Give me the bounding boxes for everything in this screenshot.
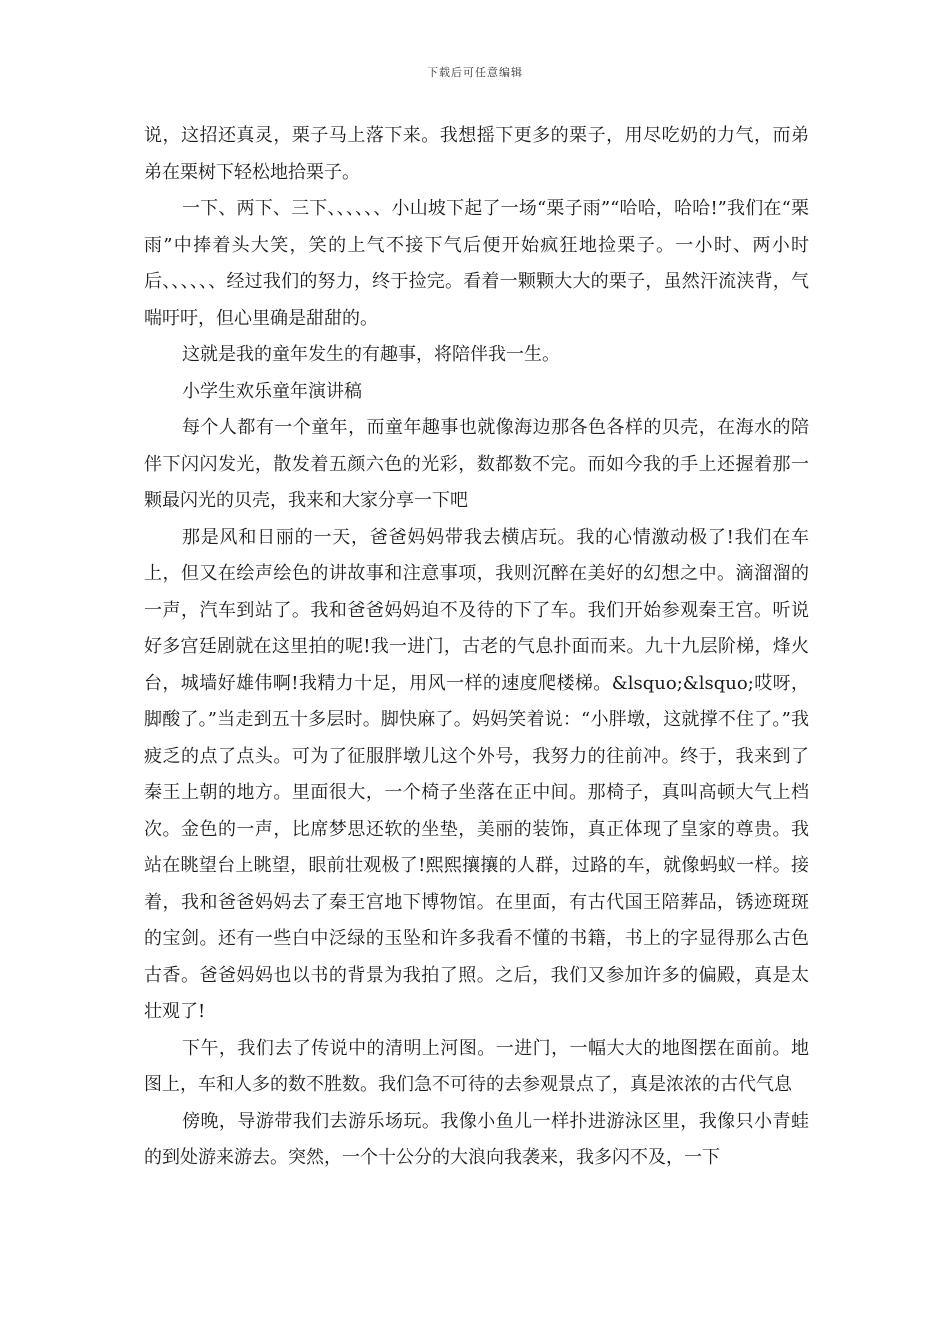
paragraph-3: 这就是我的童年发生的有趣事，将陪伴我一生。 bbox=[182, 344, 560, 365]
paragraph-2: 一下、两下、三下、、、、、、小山坡下起了一场“栗子雨”“哈哈，哈哈!”我们在“栗雨”中捧着头大笑，笑的上气不接下气后便开始疯狂地捡栗子。一小时、两小时后、、、、、、经过我们的努力，终于捡完。看着一颗颗大大的栗子，虽然汗流浃背，气喘吁吁，但心里确是甜甜的。 bbox=[144, 198, 809, 329]
page-header: 下载后可任意编辑 bbox=[427, 66, 523, 79]
paragraph-4: 每个人都有一个童年，而童年趣事也就像海边那各色各样的贝壳，在海水的陪伴下闪闪发光，散发着五颜六色的光彩，数都数不完。而如今我的手上还握着那一颗最闪光的贝壳，我来和大家分享一下吧 bbox=[144, 417, 809, 511]
section-title: 小学生欢乐童年演讲稿 bbox=[182, 380, 362, 402]
paragraph-6: 下午，我们去了传说中的清明上河图。一进门，一幅大大的地图摆在面前。地图上，车和人多的数不胜数。我们急不可待的去参观景点了，真是浓浓的古代气息 bbox=[144, 1037, 809, 1095]
paragraph-7: 傍晚，导游带我们去游乐场玩。我像小鱼儿一样扑进游泳区里，我像只小青蛙的到处游来游去。突然，一个十公分的大浪向我袭来，我多闪不及，一下 bbox=[144, 1110, 809, 1168]
document-body bbox=[144, 118, 809, 1177]
paragraph-5: 那是风和日丽的一天，爸爸妈妈带我去横店玩。我的心情激动极了!我们在车上，但又在绘声绘色的讲故事和注意事项，我则沉醉在美好的幻想之中。滴溜溜的一声，汽车到站了。我和爸爸妈妈迫不及待的下了车。我们开始参观秦王宫。听说好多宫廷剧就在这里拍的呢!我一进门，古老的气息扑面而来。九十九层阶梯，烽火台，城墙好雄伟啊!我精力十足，用风一样的速度爬楼梯。&lsquo;&lsquo;哎呀，脚酸了。”当走到五十多层时。脚快麻了。妈妈笑着说：“小胖墩，这就撑不住了。”我疲乏的点了点头。可为了征服胖墩儿这个外号，我努力的往前冲。终于，我来到了秦王上朝的地方。里面很大，一个椅子坐落在正中间。那椅子，真叫高顿大气上档次。金色的一声，比席梦思还软的坐垫，美丽的装饰，真正体现了皇家的尊贵。我站在眺望台上眺望，眼前壮观极了!熙熙攘攘的人群，过路的车，就像蚂蚁一样。接着，我和爸爸妈妈去了秦王宫地下博物馆。在里面，有古代国王陪葬品，锈迹斑斑的宝剑。还有一些白中泛绿的玉坠和许多我看不懂的书籍，书上的字显得那么古色古香。爸爸妈妈也以书的背景为我拍了照。之后，我们又参加许多的偏殿，真是太壮观了! bbox=[144, 526, 809, 1022]
paragraph-1: 说，这招还真灵，栗子马上落下来。我想摇下更多的栗子，用尽吃奶的力气，而弟弟在栗树下轻松地拾栗子。 bbox=[144, 125, 809, 183]
